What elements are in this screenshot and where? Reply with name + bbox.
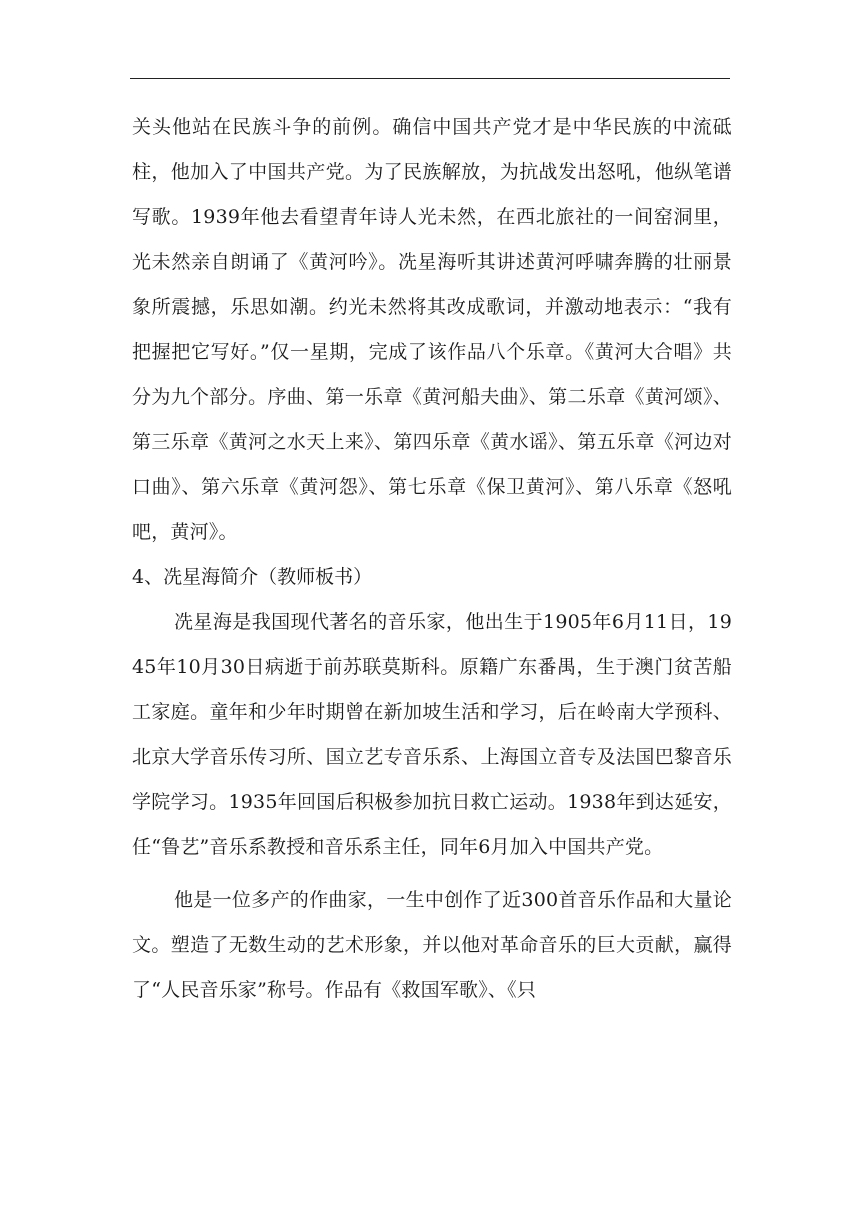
bio-paragraph-1: 冼星海是我国现代著名的音乐家，他出生于1905年6月11日，1945年10月30日病逝于前苏联莫斯科。原籍广东番禺，生于澳门贫苦船工家庭。童年和少年时期曾在新加坡生活和学习，后在岭南大学预科、北京大学音乐传习所、国立艺专音乐系、上海国立音专及法国巴黎音乐学院学习。1935年回国后积极参加抗日救亡运动。1938年到达延安，任“鲁艺”音乐系教授和音乐系主任，同年6月加入中国共产党。 xyxy=(132,611,732,858)
section-heading: 4、冼星海简介（教师板书） xyxy=(132,566,373,588)
header-rule xyxy=(130,78,730,79)
paragraph-continuation: 关头他站在民族斗争的前例。确信中国共产党才是中华民族的中流砥柱，他加入了中国共产党。为了民族解放，为抗战发出怒吼，他纵笔谱写歌。1939年他去看望青年诗人光未然，在西北旅社的一间窑洞里，光未然亲自朗诵了《黄河吟》。冼星海听其讲述黄河呼啸奔腾的壮丽景象所震撼，乐思如潮。约光未然将其改成歌词，并激动地表示：“我有把握把它写好。”仅一星期，完成了该作品八个乐章。《黄河大合唱》共分为九个部分。序曲、第一乐章《黄河船夫曲》、第二乐章《黄河颂》、第三乐章《黄河之水天上来》、第四乐章《黄水谣》、第五乐章《河边对口曲》、第六乐章《黄河怨》、第七乐章《保卫黄河》、第八乐章《怒吼吧，黄河》。 xyxy=(132,116,732,543)
bio-paragraph-2: 他是一位多产的作曲家，一生中创作了近300首音乐作品和大量论文。塑造了无数生动的艺术形象，并以他对革命音乐的巨大贡献，赢得了“人民音乐家”称号。作品有《救国军歌》、《只 xyxy=(132,889,732,1001)
paragraph-gap xyxy=(132,870,732,878)
document-body xyxy=(132,105,732,1013)
